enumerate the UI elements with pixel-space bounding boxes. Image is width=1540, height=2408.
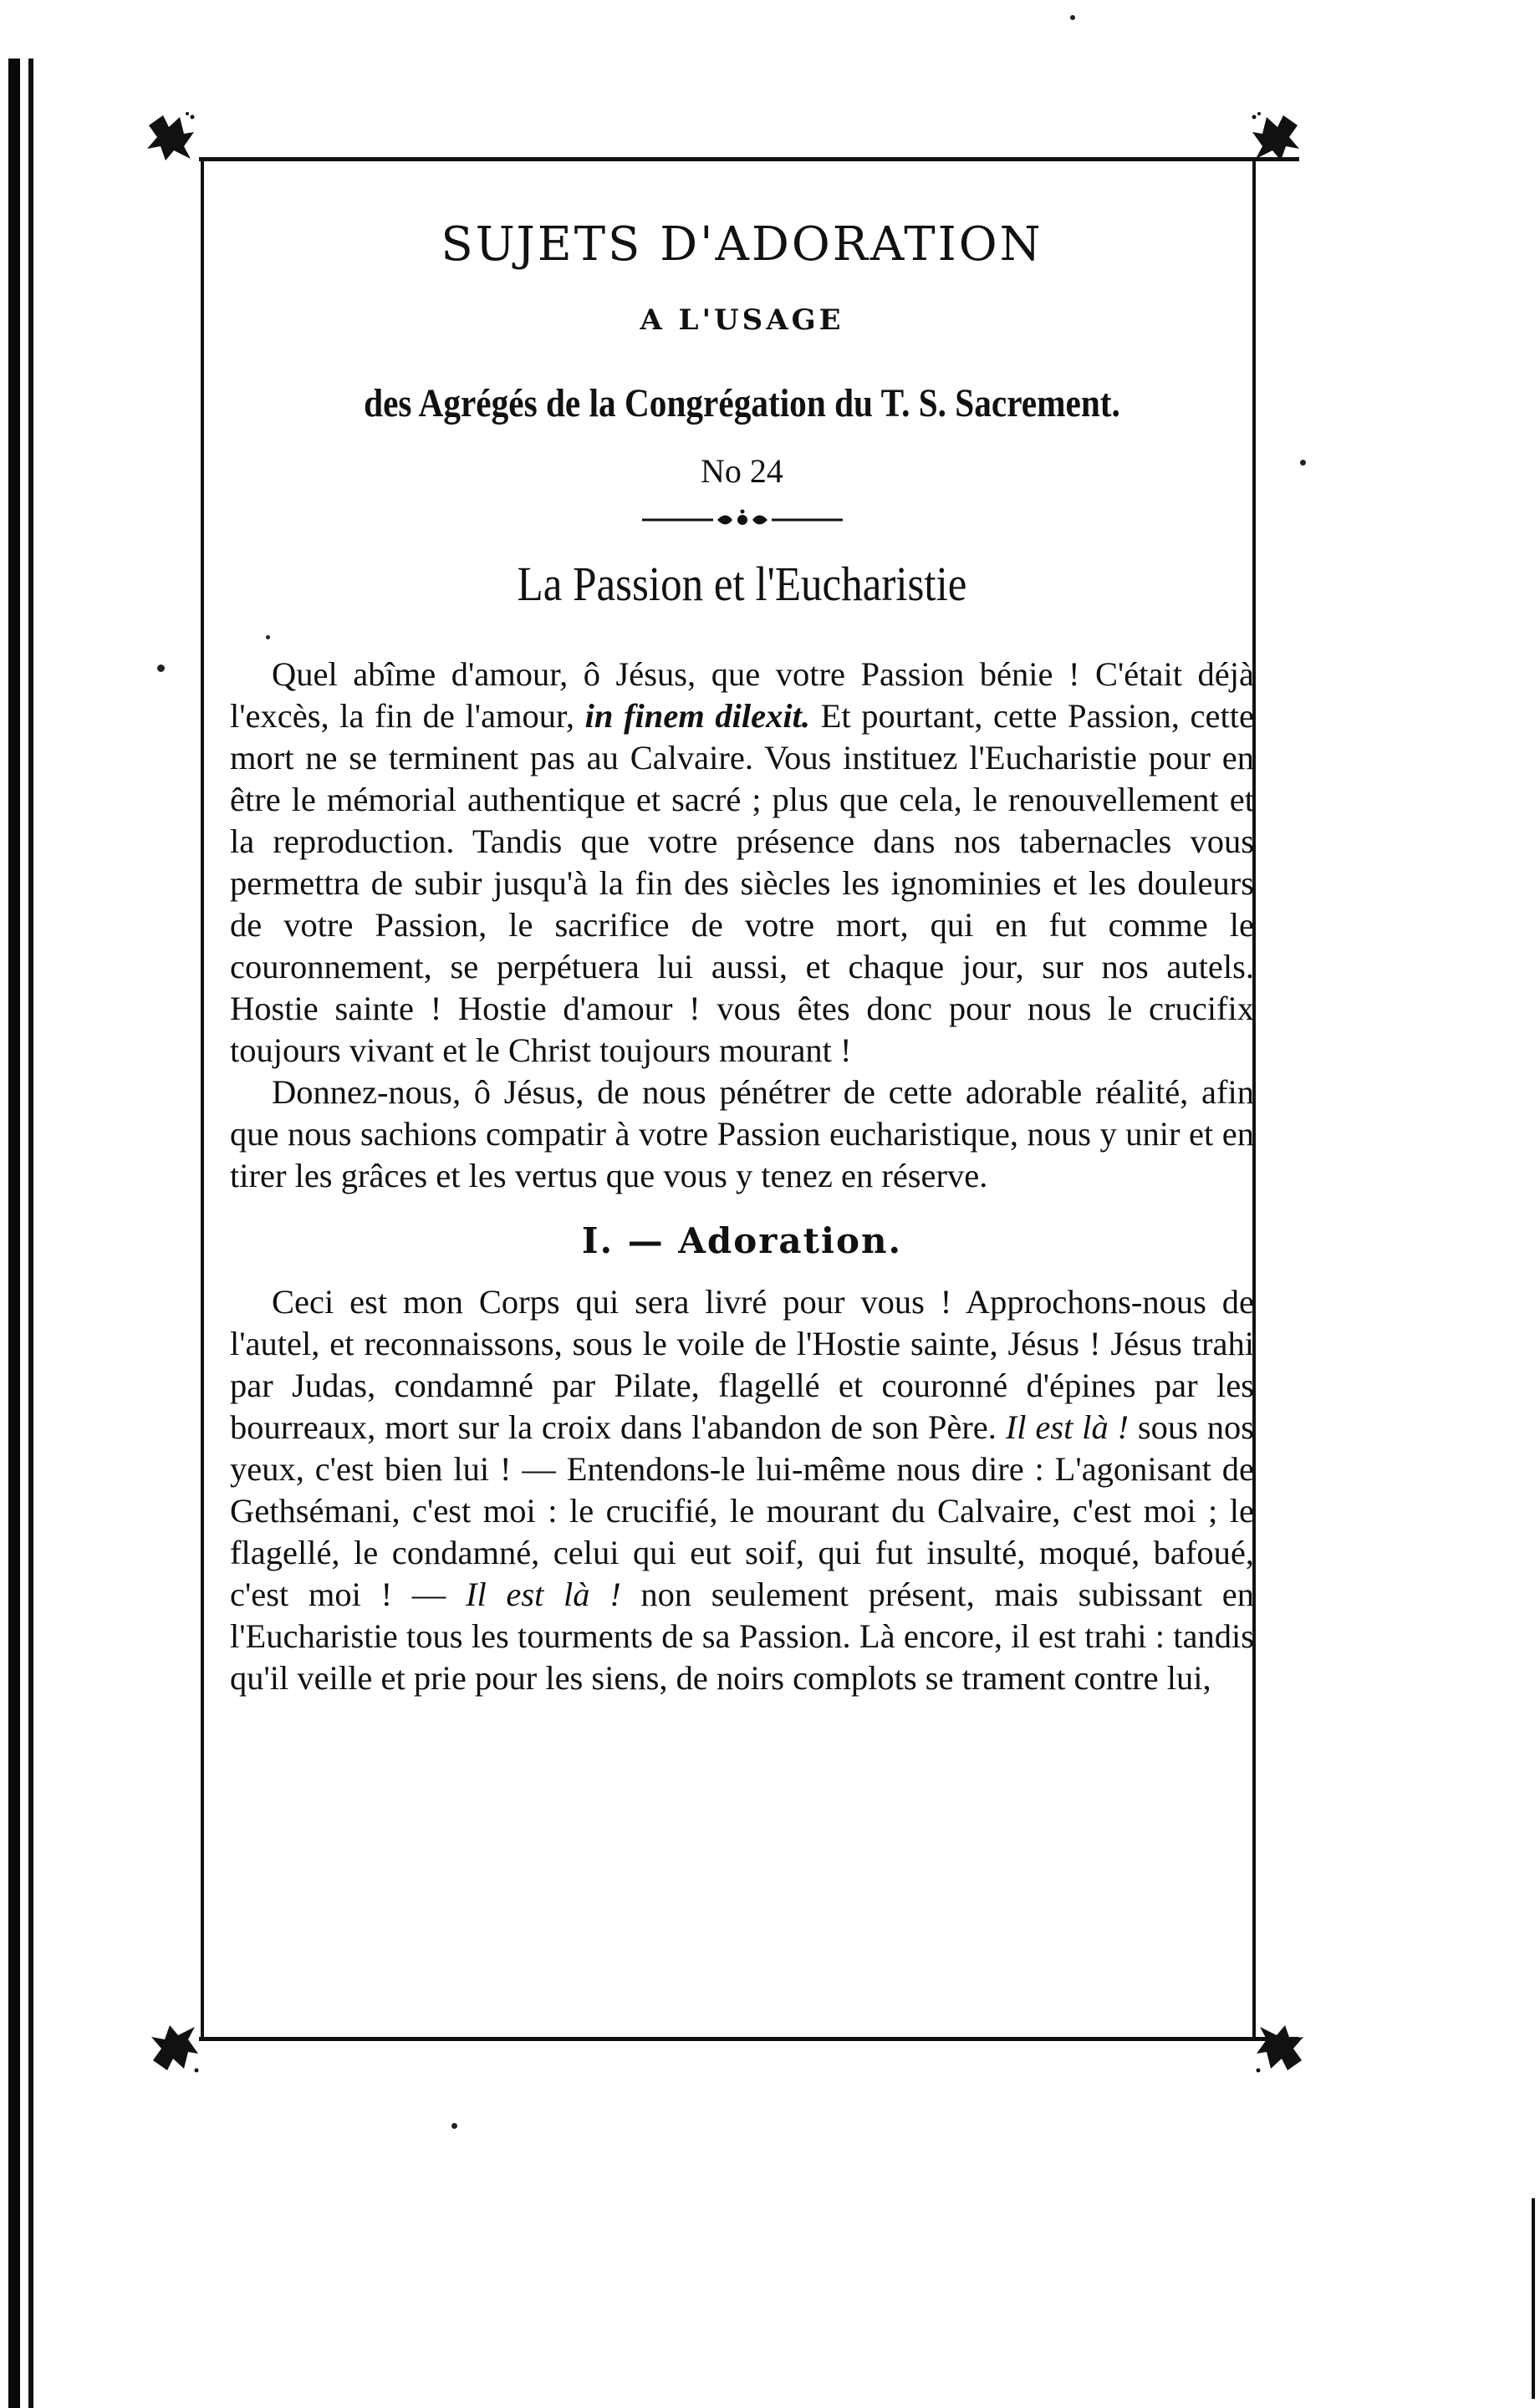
vine-ornament-icon xyxy=(1250,2019,1308,2077)
adoration-text-end: non seulement présent, mais subissant en l'Eucharistie tous les tourments de sa Passion. Là encore, il est trahi : tandis qu'il veille et prie pour les siens, de noirs complots se trament contre lui, xyxy=(230,1576,1254,1697)
intro-text-end: Et pourtant, cette Passion, cette mort ne se terminent pas au Calvaire. Vous instituez l'Eucharistie pour en être le mémorial authentique et sacré ; plus que cela, le renouvellement et la reproduction. Tandis que votre présence dans nos tabernacles vous permettra de subir jusqu'à la fin des siècles les ignominies et les douleurs de votre Passion, le sacrifice de votre mort, qui en fut comme le couronnement, se perpétuera lui aussi, et chaque jour, sur nos autels. Hostie sainte ! Hostie d'amour ! vous êtes donc pour nous le crucifix toujours vivant et le Christ toujours mourant ! xyxy=(230,697,1254,1069)
vine-ornament-icon xyxy=(146,2019,205,2077)
vine-ornament-icon xyxy=(142,109,201,167)
document-subtitle: A L'USAGE xyxy=(640,303,844,337)
emphasis-phrase: Il est là ! xyxy=(1005,1408,1130,1446)
document-number: No 24 xyxy=(701,452,783,490)
scan-edge xyxy=(1532,2198,1535,2399)
speck xyxy=(1300,460,1306,466)
section-heading: I. — Adoration. xyxy=(581,1220,903,1261)
adoration-text-start: Ceci est mon Corps qui sera livré pour vous ! Approchons-nous de l'autel, et reconnaissons, sous le voile de l'Hostie sainte, Jésus ! Jésus trahi par Judas, condamné par Pilate, flagellé et couronné d'épines par les bourreaux, mort sur la croix dans l'abandon de son Père. xyxy=(230,1283,1254,1446)
latin-phrase: in finem dilexit. xyxy=(584,697,811,735)
intro-paragraph xyxy=(230,654,1254,1072)
intro-text-start: Quel abîme d'amour, ô Jésus, que votre Passion bénie ! C'était déjà l'excès, la fin de l'amour, xyxy=(230,655,1254,735)
intro-paragraph-2: Donnez-nous, ô Jésus, de nous pénétrer de cette adorable réalité, afin que nous sachions compatir à votre Passion eucharistique, nous y unir et en tirer les grâces et les vertus que vous y tenez en réserve. xyxy=(230,1073,1254,1194)
adoration-paragraph xyxy=(230,1281,1254,1699)
divider-ornament-icon xyxy=(642,507,843,532)
chapter-title: La Passion et l'Eucharistie xyxy=(517,557,967,611)
speck xyxy=(1070,15,1075,20)
emphasis-phrase: Il est là ! xyxy=(465,1576,621,1613)
page-content xyxy=(230,167,1254,1699)
vine-ornament-icon xyxy=(1246,109,1304,167)
document-title: SUJETS D'ADORATION xyxy=(441,217,1043,272)
binding-edge xyxy=(8,59,20,2408)
adoration-text-mid: sous nos yeux, c'est bien lui ! — Entendons-le lui-même nous dire : L'agonisant de Gethsémani, c'est moi : le crucifié, le mourant du Calvaire, c'est moi ; le flagellé, le condamné, celui qui eut soif, qui fut insulté, moqué, bafoué, c'est moi ! — xyxy=(230,1408,1255,1613)
frame-bottom xyxy=(199,2037,1299,2041)
frame-top xyxy=(199,157,1299,161)
document-organization: des Agrégés de la Congrégation du T. S. Sacrement. xyxy=(364,381,1120,425)
speck xyxy=(157,664,165,672)
frame-left xyxy=(201,159,204,2039)
speck xyxy=(451,2123,457,2129)
